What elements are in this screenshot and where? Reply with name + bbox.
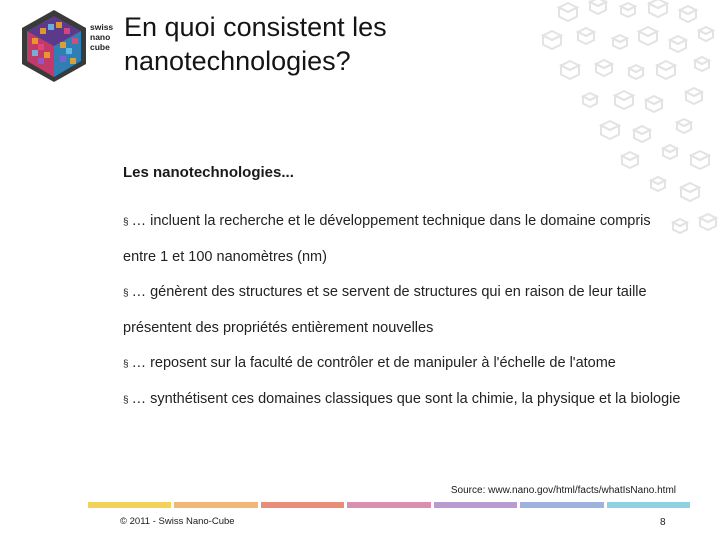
decor-cube [651, 177, 665, 191]
bullet-marker: § [123, 217, 129, 228]
bullet-text: … incluent la recherche et le développement technique dans le domaine compris entre 1 et 100 nanomètres (nm) [123, 213, 651, 265]
decor-cube [649, 0, 667, 17]
logo-text-line-1: swiss [90, 22, 114, 32]
decor-cube [543, 31, 561, 49]
decor-cube [699, 27, 713, 41]
bullet-text: … génèrent des structures et se servent de structures qui en raison de leur taille présentent des propriétés entièrement nouvelles [123, 284, 647, 336]
decor-cube [596, 60, 612, 76]
decor-cube [691, 151, 709, 169]
decor-cube [559, 3, 577, 21]
decor-cube [583, 93, 597, 107]
bullet-item [123, 382, 683, 418]
decor-cube [695, 57, 709, 71]
copyright-text: © 2011 - Swiss Nano-Cube [120, 516, 235, 527]
decor-cube [639, 27, 657, 45]
decor-cube [657, 61, 675, 79]
decor-cube [622, 152, 638, 168]
bullet-marker: § [123, 288, 129, 299]
bullet-item [123, 204, 683, 275]
bullet-text: … reposent sur la faculté de contrôler et de manipuler à l'échelle de l'atome [131, 355, 616, 371]
slide-subtitle: Les nanotechnologies... [123, 164, 294, 181]
logo-text-line-3: cube [90, 42, 110, 52]
decor-cube [615, 91, 633, 109]
decor-cube [621, 3, 635, 17]
decor-cube [663, 145, 677, 159]
decor-cube [634, 126, 650, 142]
decor-cube [646, 96, 662, 112]
footer-band-segment [520, 502, 603, 508]
decor-cube [561, 61, 579, 79]
bullet-marker: § [123, 395, 129, 406]
bullet-text: … synthétisent ces domaines classiques que sont la chimie, la physique et la biologie [131, 391, 681, 407]
decor-cube [613, 35, 627, 49]
page-number: 8 [660, 517, 666, 528]
decor-cube [590, 0, 606, 14]
footer-band-segment [607, 502, 690, 508]
slide-title: En quoi consistent les nanotechnologies? [124, 12, 387, 76]
decor-cube [629, 65, 643, 79]
swiss-nano-cube-logo [18, 8, 118, 84]
decor-cube [686, 88, 702, 104]
footer-band-segment [88, 502, 171, 508]
decor-cube [681, 183, 699, 201]
footer-band-segment [261, 502, 344, 508]
decor-cube [677, 119, 691, 133]
decor-cube [601, 121, 619, 139]
decor-cube [578, 28, 594, 44]
footer-band-segment [434, 502, 517, 508]
bullet-item [123, 346, 683, 382]
footer-band-segment [347, 502, 430, 508]
logo-text-line-2: nano [90, 32, 111, 42]
decor-cube [670, 36, 686, 52]
bullet-item [123, 275, 683, 346]
decor-cube [680, 6, 696, 22]
bullet-marker: § [123, 359, 129, 370]
bullet-list [123, 204, 683, 418]
source-citation: Source: www.nano.gov/html/facts/whatIsNano.html [450, 485, 676, 496]
decor-cube [700, 214, 716, 230]
footer-band-segment [174, 502, 257, 508]
